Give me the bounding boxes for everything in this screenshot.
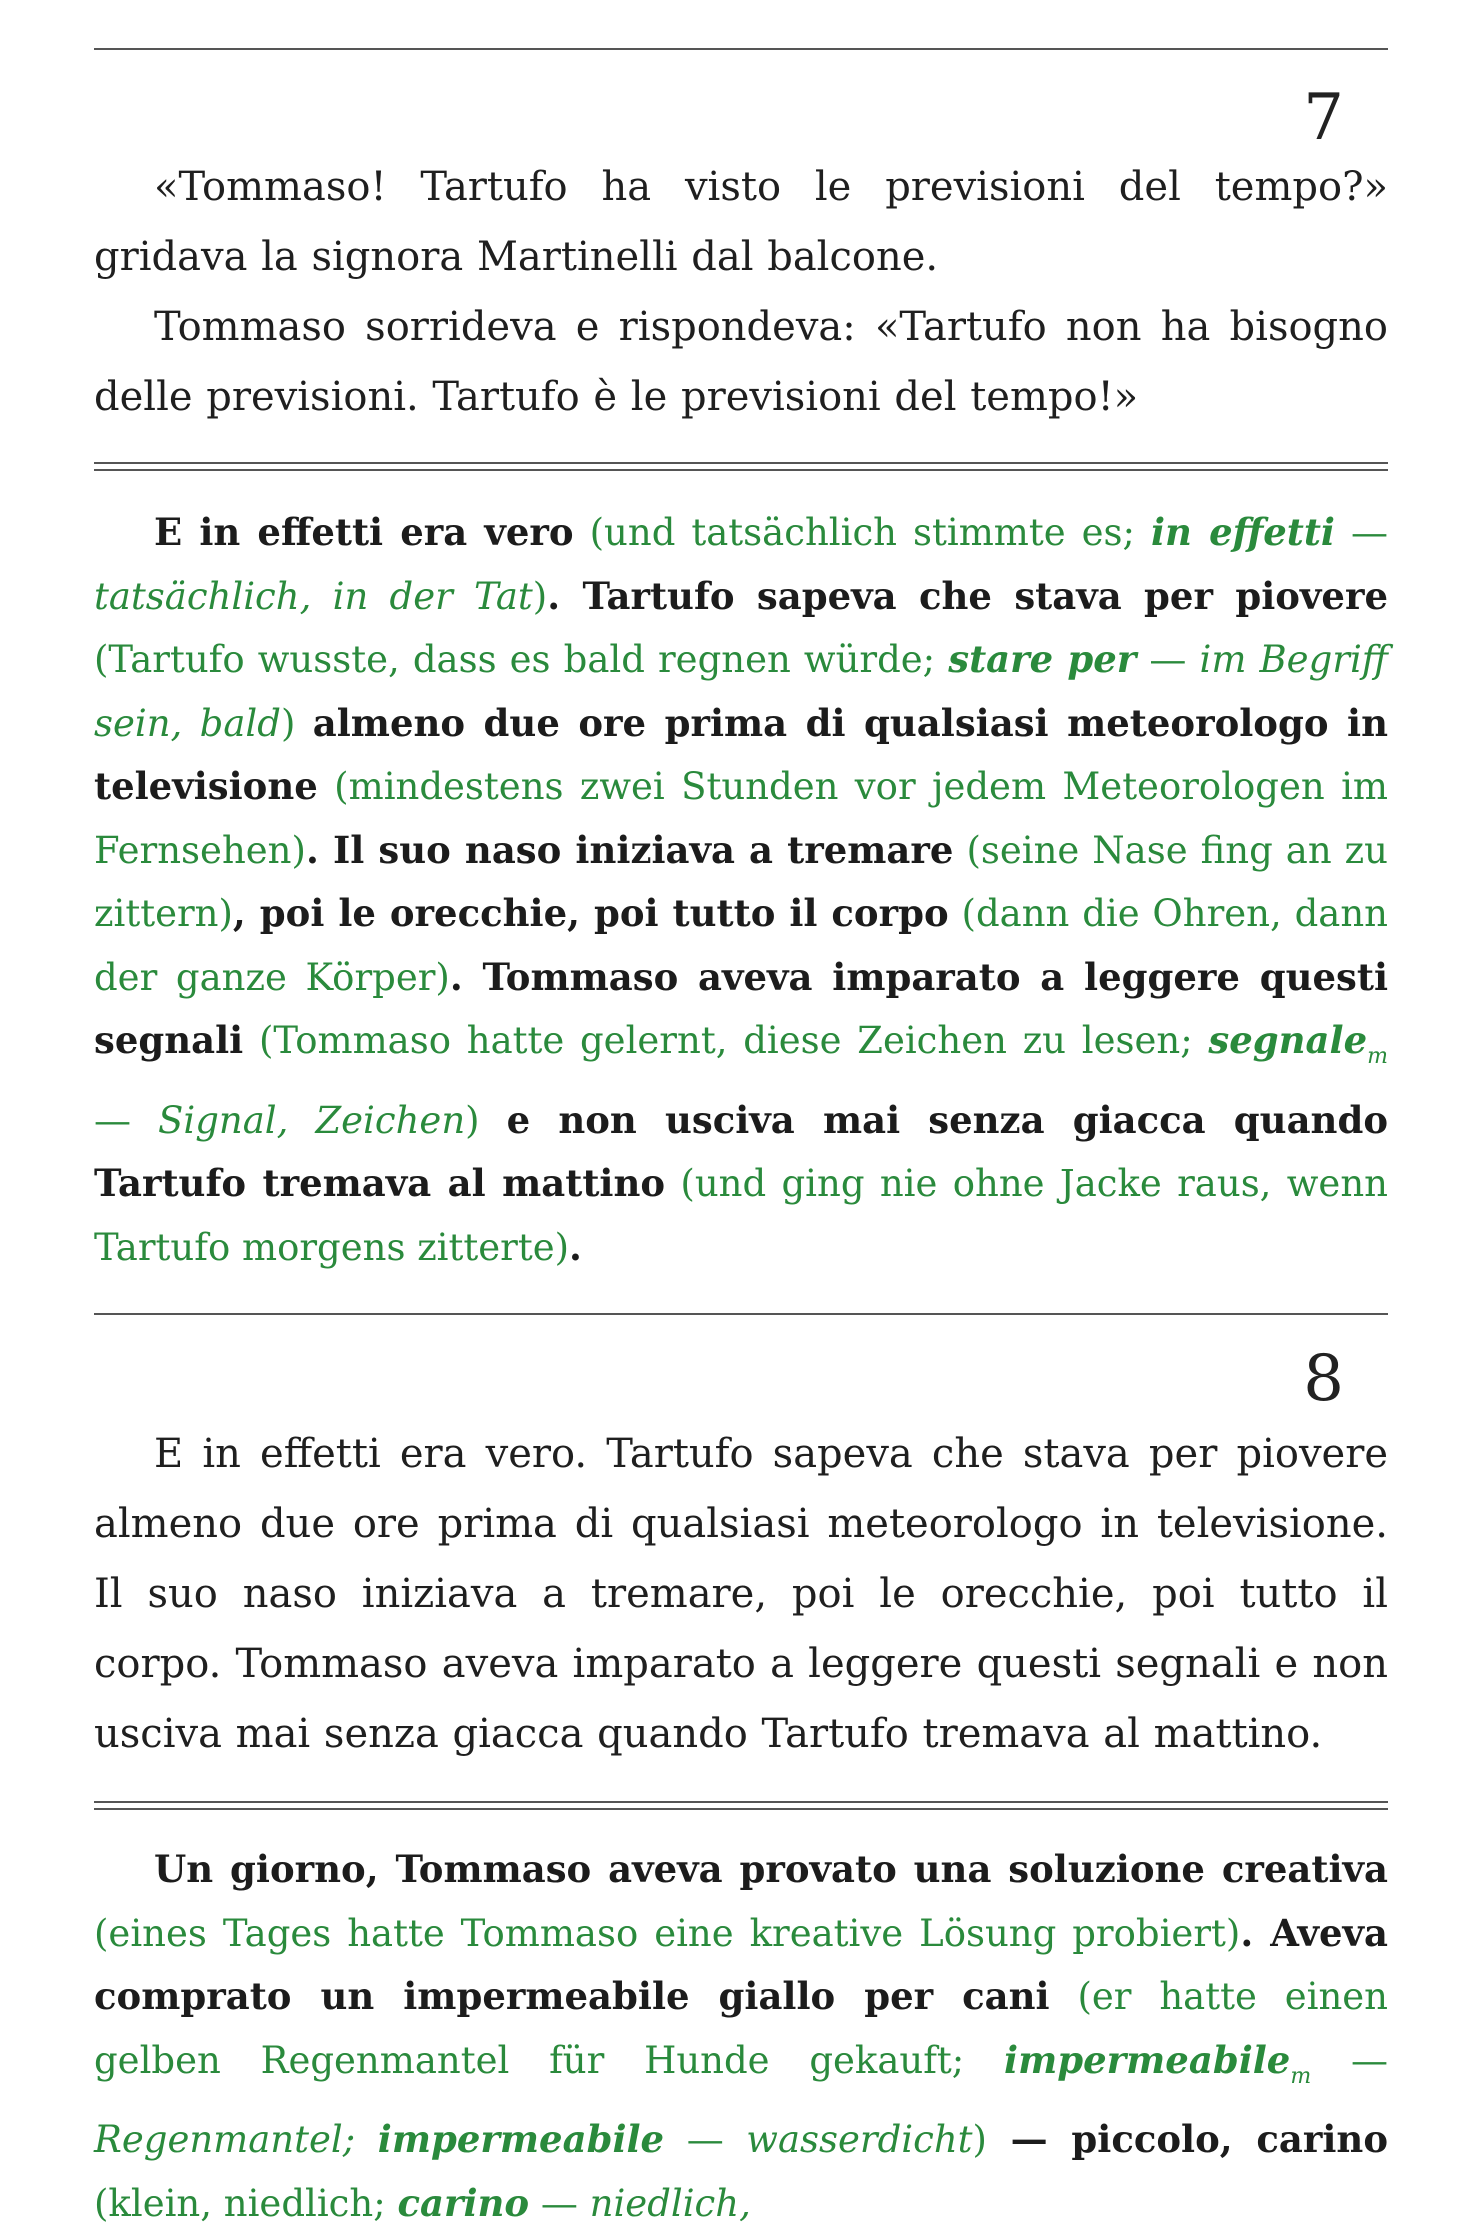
section-number: 8 — [1303, 1342, 1344, 1416]
double-divider — [94, 462, 1388, 471]
italian-paragraph: Tommaso sorrideva e rispondeva: «Tartufo non ha bisogno delle previsioni. Tartufo è le previsioni del tempo!» — [94, 304, 1388, 420]
annotated-paragraph: Un giorno, Tommaso aveva provato una soluzione creativa (eines Tages hatte Tommaso eine kreative Lösung probiert). Aveva comprato un impermeabile giallo per cani (er hatte einen gelben Regenmantel für Hunde gekauft; impermeabile$_m$ — Regenmantel; impermeabile — wasserdicht) — piccolo, carino (klein, niedlich; carino — niedlich, — [94, 1847, 1389, 2225]
annotated-paragraph: E in effetti era vero (und tatsächlich stimmte es; in effetti — tatsächlich, in der Tat). Tartufo sapeva che stava per piovere (Tartufo wusste, dass es bald regnen würde; stare per — im Begriff sein, bald) almeno due ore prima di qualsiasi meteorologo in televisione (mindestens zwei Stunden vor jedem Meteorologen im Fernsehen). Il suo naso iniziava a tremare (seine Nase fing an zu zittern), poi le orecchie, poi tutto il corpo (dann die Ohren, dann der ganze Körper). Tommaso aveva imparato a leggere questi segnali (Tommaso hatte gelernt, diese Zeichen zu lesen; segnale$_m$ — Signal, Zeichen) e non usciva mai senza giacca quando Tartufo tremava al mattino (und ging nie ohne Jacke raus, wenn Tartufo morgens zitterte). — [94, 510, 1389, 1269]
section-divider — [94, 48, 1388, 50]
italian-phrase: piccolo, carino — [1071, 2117, 1389, 2161]
german-gloss: (und tatsächlich stimmte es; in effetti — tatsächlich, in der Tat) — [94, 510, 1389, 618]
italian-paragraph: E in effetti era vero. Tartufo sapeva che stava per piovere almeno due ore prima di qualsiasi meteorologo in televisione. Il suo naso iniziava a tremare, poi le orecchie, poi tutto il corpo. Tommaso aveva imparato a leggere questi segnali e non usciva mai senza giacca quando Tartufo tremava al mattino. — [94, 1431, 1388, 1757]
gender-marker: m — [1367, 1044, 1388, 1069]
german-gloss: (und ging nie ohne Jacke raus, wenn Tartufo morgens zitterte) — [94, 1162, 1388, 1269]
italian-phrase: Tartufo sapeva che stava per piovere — [582, 573, 1389, 618]
section-divider — [94, 1313, 1388, 1315]
german-gloss: (mindestens zwei Stunden vor jedem Meteorologen im Fernsehen) — [94, 765, 1388, 872]
italian-phrase: Un giorno, Tommaso aveva provato una soluzione creativa — [154, 1847, 1388, 1891]
book-page — [94, 0, 1388, 2235]
italian-text-block — [94, 152, 1388, 432]
german-gloss: (Tommaso hatte gelernt, diese Zeichen zu lesen; segnale$_m$ — Signal, Zeichen) — [94, 1018, 1388, 1142]
german-gloss: (er hatte einen gelben Regenmantel für Hunde gekauft; impermeabile$_m$ — Regenmantel; impermeabile — wasserdicht) — [94, 1975, 1389, 2161]
italian-phrase: Aveva comprato un impermeabile giallo per cani — [94, 1910, 1388, 2018]
italian-text-block — [94, 1419, 1388, 1769]
italian-paragraph: «Tommaso! Tartufo ha visto le previsioni del tempo?» gridava la signora Martinelli dal balcone. — [94, 164, 1388, 280]
double-divider — [94, 1801, 1388, 1810]
italian-phrase: e non usciva mai senza giacca quando Tartufo tremava al mattino — [94, 1097, 1388, 1205]
italian-phrase: Tommaso aveva imparato a leggere questi segnali — [94, 954, 1389, 1062]
italian-phrase: Il suo naso iniziava a tremare — [332, 827, 954, 872]
german-gloss: (klein, niedlich; carino — niedlich, — [94, 2180, 751, 2225]
italian-phrase: almeno due ore prima di qualsiasi meteorologo in televisione — [94, 700, 1388, 808]
gender-marker: m — [1290, 2063, 1312, 2089]
section-number: 7 — [1303, 81, 1344, 155]
german-gloss: (eines Tages hatte Tommaso eine kreative Lösung probiert) — [94, 1911, 1241, 1955]
italian-phrase: E in effetti era vero — [154, 510, 574, 554]
german-gloss: (Tartufo wusste, dass es bald regnen würde; stare per — im Begriff sein, bald) — [94, 637, 1389, 745]
german-gloss: (dann die Ohren, dann der ganze Körper) — [94, 892, 1389, 999]
italian-phrase: poi le orecchie, poi tutto il corpo — [259, 891, 949, 935]
german-gloss: (seine Nase fing an zu zittern) — [94, 828, 1388, 935]
